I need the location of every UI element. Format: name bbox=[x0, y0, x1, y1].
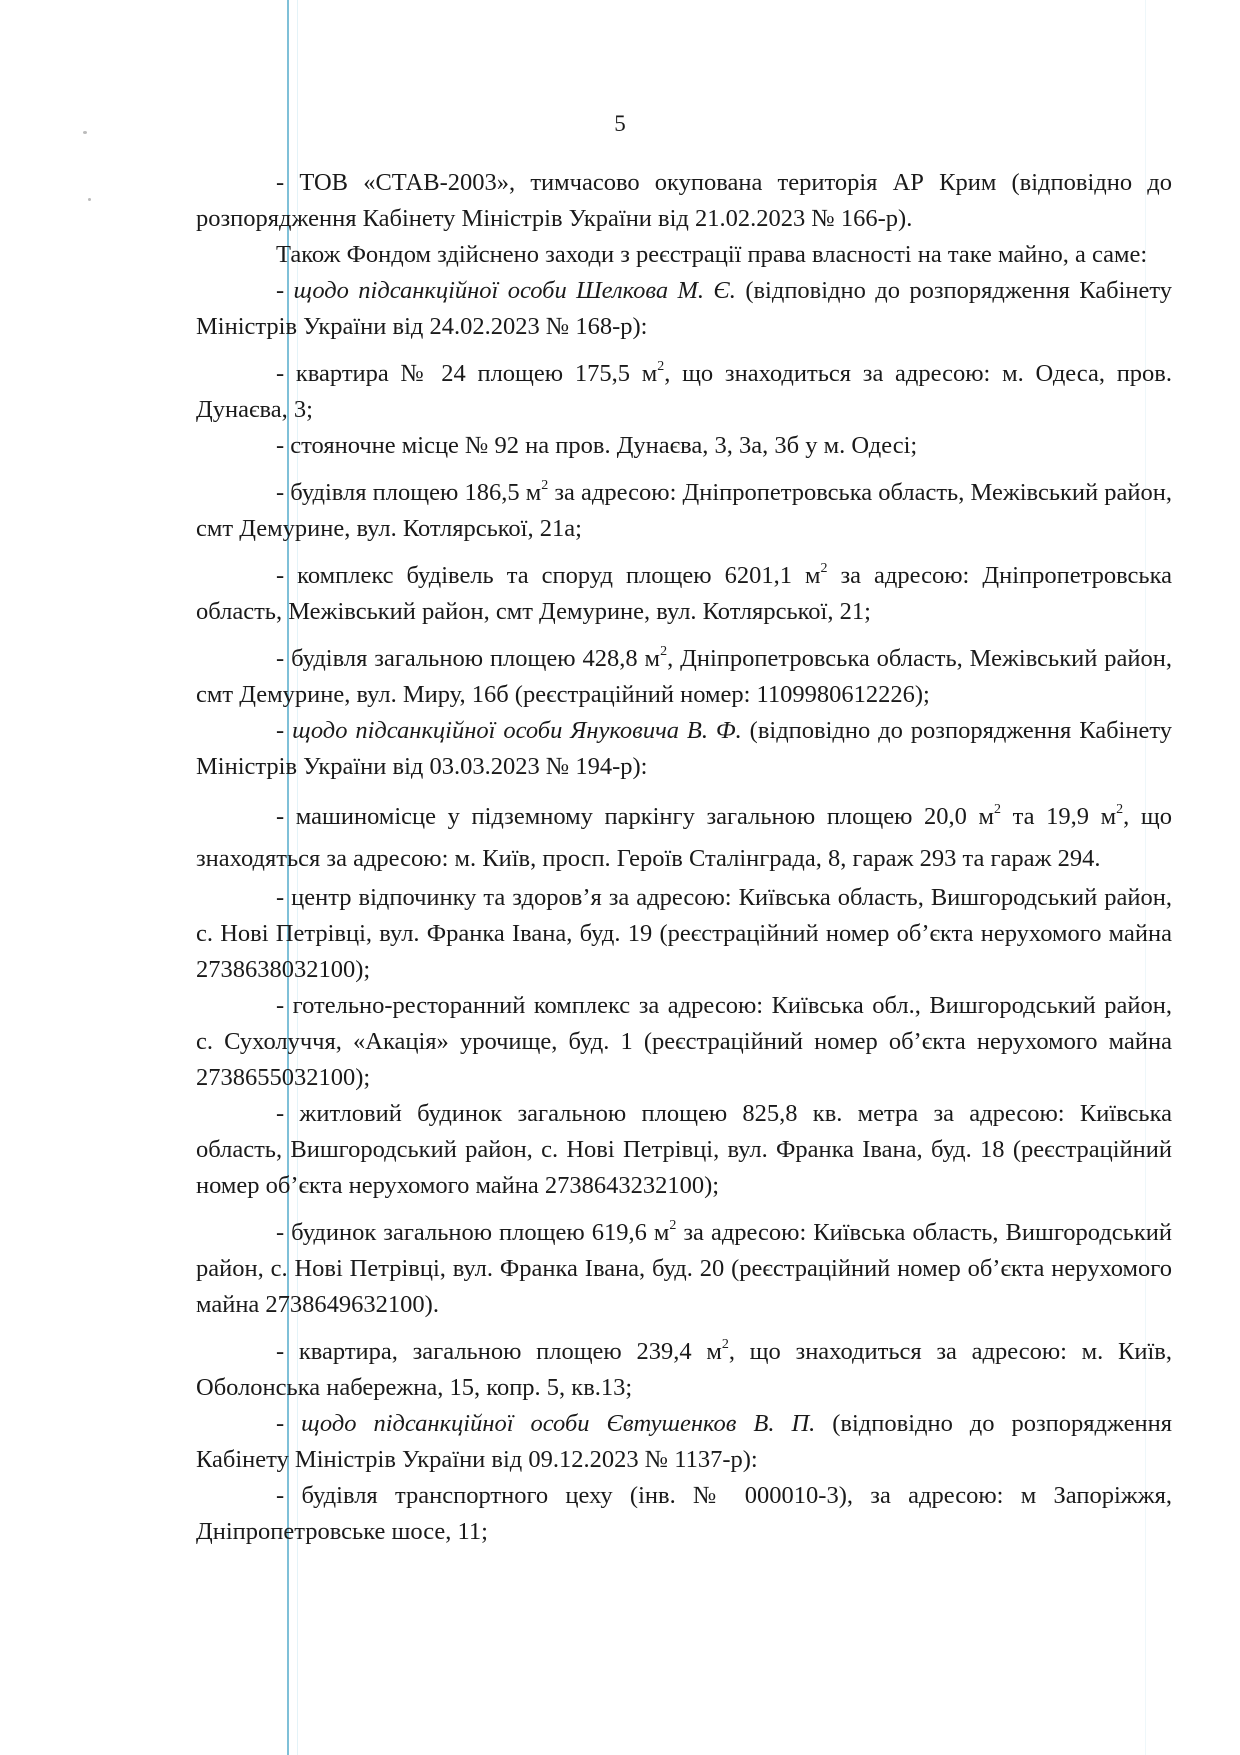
paragraph-shelkov-heading: - щодо підсанкційної особи Шелкова М. Є. (відповідно до розпорядження Кабінету Міністрів України від 24.02.2023 № 168-р): bbox=[196, 277, 1172, 340]
paragraph-yevtushenkov-heading: - щодо підсанкційної особи Євтушенков В. П. (відповідно до розпорядження Кабінету Міністрів України від 09.12.2023 № 1137-р): bbox=[196, 1410, 1172, 1473]
paragraph-stav-2003: - ТОВ «СТАВ-2003», тимчасово окупована територія АР Крим (відповідно до розпорядження Кабінету Міністрів України від 21.02.2023 № 166-р). bbox=[196, 169, 1172, 232]
list-item-house-18: - житловий будинок загальною площею 825,8 кв. метра за адресою: Київська область, Вишгородський район, с. Нові Петрівці, вул. Франка Івана, буд. 18 (реєстраційний номер об’єкта нерухомого майна 2738643232100); bbox=[196, 1100, 1172, 1199]
list-item-house-20: - будинок загальною площею 619,6 $м^2$ за адресою: Київська область, Вишгородський район, с. Нові Петрівці, вул. Франка Івана, буд. 20 (реєстраційний номер об’єкта нерухомого майна 2738649632100). bbox=[196, 1217, 1172, 1318]
paragraph-intro-registration: Також Фондом здійснено заходи з реєстрації права власності на таке майно, а саме: bbox=[276, 241, 1148, 268]
list-item-complex-demurine-21: - комплекс будівель та споруд площею 6201,1 $м^2$ за адресою: Дніпропетровська область, Межівський район, смт Демурине, вул. Котлярської, 21; bbox=[196, 560, 1172, 625]
list-item-apartment-odesa: - квартира № 24 площею 175,5 $м^2$, що знаходиться за адресою: м. Одеса, пров. Дунаєва, 3; bbox=[196, 358, 1172, 423]
list-item-building-demurine-21a: - будівля площею 186,5 $м^2$ за адресою: Дніпропетровська область, Межівський район, смт Демурине, вул. Котлярської, 21а; bbox=[196, 477, 1173, 542]
list-item-building-demurine-16b: - будівля загальною площею 428,8 $м^2$, Дніпропетровська область, Межівський район, смт Демурине, вул. Миру, 16б (реєстраційний номер: 1109980612226); bbox=[196, 643, 1172, 708]
page-number: 5 bbox=[614, 111, 626, 136]
list-item-apartment-obolon: - квартира, загальною площею 239,4 $м^2$, що знаходиться за адресою: м. Київ, Оболонська набережна, 15, копр. 5, кв.13; bbox=[196, 1336, 1172, 1401]
list-item-parking-kyiv: - машиномісце у підземному паркінгу загальною площею 20,0 $м^2$ та 19,9 $м^2$, що знаходяться за адресою: м. Київ, просп. Героїв Сталінграда, 8, гараж 293 та гараж 294. bbox=[196, 801, 1172, 872]
list-item-hotel-restaurant: - готельно-ресторанний комплекс за адресою: Київська обл., Вишгородський район, с. Сухолуччя, «Акація» урочище, буд. 1 (реєстраційний номер об’єкта нерухомого майна 2738655032100); bbox=[196, 992, 1172, 1091]
paragraph-yanukovych-heading: - щодо підсанкційної особи Януковича В. Ф. (відповідно до розпорядження Кабінету Міністрів України від 03.03.2023 № 194-р): bbox=[196, 717, 1172, 780]
scan-speck bbox=[88, 198, 91, 201]
list-item-parking-odesa: - стояночне місце № 92 на пров. Дунаєва, 3, 3а, 3б у м. Одесі; bbox=[276, 432, 918, 459]
list-item-transport-workshop: - будівля транспортного цеху (інв. № 000010-3), за адресою: м Запоріжжя, Дніпропетровське шосе, 11; bbox=[196, 1482, 1172, 1545]
list-item-recreation-center: - центр відпочинку та здоров’я за адресою: Київська область, Вишгородський район, с. Нові Петрівці, вул. Франка Івана, буд. 19 (реєстраційний номер об’єкта нерухомого майна 2738638032100); bbox=[196, 884, 1172, 983]
document-body bbox=[196, 165, 1172, 1550]
